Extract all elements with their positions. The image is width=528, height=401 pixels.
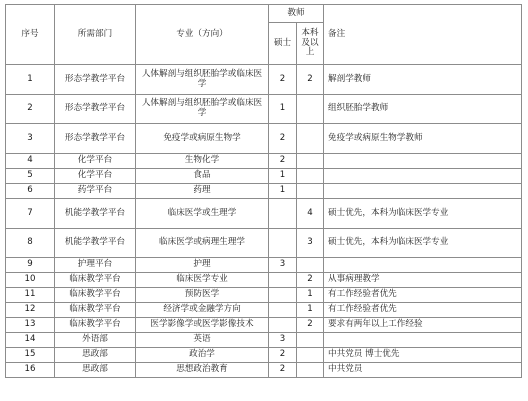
cell-master xyxy=(269,199,297,229)
cell-master: 2 xyxy=(269,65,297,95)
cell-note: 中共党员 博士优先 xyxy=(324,348,522,363)
cell-note: 组织胚胎学教师 xyxy=(324,95,522,124)
cell-master: 2 xyxy=(269,363,297,378)
cell-note: 硕士优先，本科为临床医学专业 xyxy=(324,229,522,258)
cell-bachelor: 2 xyxy=(297,318,324,333)
cell-note xyxy=(324,184,522,199)
table-row xyxy=(6,229,522,258)
cell-master: 2 xyxy=(269,124,297,154)
table-row xyxy=(6,303,522,318)
header-index: 序号 xyxy=(6,5,55,65)
cell-major: 护理 xyxy=(136,258,269,273)
cell-note: 解剖学教师 xyxy=(324,65,522,95)
cell-department: 临床教学平台 xyxy=(55,288,136,303)
cell-note: 硕士优先，本科为临床医学专业 xyxy=(324,199,522,229)
cell-index: 6 xyxy=(6,184,55,199)
table-row xyxy=(6,333,522,348)
cell-department: 形态学教学平台 xyxy=(55,95,136,124)
cell-index: 4 xyxy=(6,154,55,169)
cell-bachelor xyxy=(297,333,324,348)
table-row xyxy=(6,199,522,229)
cell-major: 临床医学专业 xyxy=(136,273,269,288)
cell-department: 思政部 xyxy=(55,363,136,378)
cell-master xyxy=(269,273,297,288)
table-row xyxy=(6,95,522,124)
cell-master: 1 xyxy=(269,95,297,124)
cell-bachelor xyxy=(297,95,324,124)
cell-master xyxy=(269,303,297,318)
table-row xyxy=(6,363,522,378)
cell-department: 护理平台 xyxy=(55,258,136,273)
cell-index: 10 xyxy=(6,273,55,288)
header-teacher-group: 教师 xyxy=(269,5,324,23)
cell-note: 免疫学或病原生物学教师 xyxy=(324,124,522,154)
cell-note xyxy=(324,154,522,169)
cell-major: 免疫学或病原生物学 xyxy=(136,124,269,154)
cell-bachelor xyxy=(297,184,324,199)
recruitment-table xyxy=(5,4,522,378)
cell-major: 经济学或金融学方向 xyxy=(136,303,269,318)
cell-bachelor xyxy=(297,169,324,184)
cell-bachelor xyxy=(297,154,324,169)
cell-master xyxy=(269,318,297,333)
cell-note: 有工作经验者优先 xyxy=(324,288,522,303)
cell-department: 临床教学平台 xyxy=(55,273,136,288)
cell-department: 形态学教学平台 xyxy=(55,65,136,95)
cell-master: 2 xyxy=(269,348,297,363)
cell-department: 外语部 xyxy=(55,333,136,348)
cell-major: 食品 xyxy=(136,169,269,184)
cell-major: 医学影像学或医学影像技术 xyxy=(136,318,269,333)
header-major: 专业（方向） xyxy=(136,5,269,65)
recruitment-table-container xyxy=(5,4,522,378)
cell-major: 思想政治教育 xyxy=(136,363,269,378)
cell-major: 临床医学或病理生理学 xyxy=(136,229,269,258)
cell-note xyxy=(324,258,522,273)
header-master: 硕士 xyxy=(269,23,297,65)
table-row xyxy=(6,169,522,184)
cell-department: 机能学教学平台 xyxy=(55,199,136,229)
cell-bachelor: 2 xyxy=(297,65,324,95)
cell-bachelor: 1 xyxy=(297,288,324,303)
header-department: 所需部门 xyxy=(55,5,136,65)
table-row xyxy=(6,288,522,303)
cell-index: 14 xyxy=(6,333,55,348)
cell-major: 英语 xyxy=(136,333,269,348)
cell-department: 临床教学平台 xyxy=(55,318,136,333)
cell-index: 8 xyxy=(6,229,55,258)
cell-index: 5 xyxy=(6,169,55,184)
cell-bachelor xyxy=(297,363,324,378)
cell-bachelor: 2 xyxy=(297,273,324,288)
table-row xyxy=(6,124,522,154)
table-row xyxy=(6,318,522,333)
table-row xyxy=(6,273,522,288)
cell-department: 临床教学平台 xyxy=(55,303,136,318)
cell-note: 有工作经验者优先 xyxy=(324,303,522,318)
cell-department: 机能学教学平台 xyxy=(55,229,136,258)
table-row xyxy=(6,154,522,169)
cell-index: 11 xyxy=(6,288,55,303)
cell-bachelor xyxy=(297,348,324,363)
cell-bachelor: 3 xyxy=(297,229,324,258)
cell-index: 7 xyxy=(6,199,55,229)
cell-note: 要求有两年以上工作经验 xyxy=(324,318,522,333)
cell-note xyxy=(324,333,522,348)
cell-note: 中共党员 xyxy=(324,363,522,378)
cell-bachelor: 4 xyxy=(297,199,324,229)
header-note: 备注 xyxy=(324,5,522,65)
cell-index: 9 xyxy=(6,258,55,273)
cell-note: 从事病理教学 xyxy=(324,273,522,288)
cell-index: 15 xyxy=(6,348,55,363)
cell-major: 政治学 xyxy=(136,348,269,363)
cell-department: 形态学教学平台 xyxy=(55,124,136,154)
cell-department: 化学平台 xyxy=(55,154,136,169)
cell-master: 3 xyxy=(269,333,297,348)
cell-major: 临床医学或生理学 xyxy=(136,199,269,229)
cell-index: 2 xyxy=(6,95,55,124)
cell-master: 1 xyxy=(269,184,297,199)
cell-index: 13 xyxy=(6,318,55,333)
cell-major: 预防医学 xyxy=(136,288,269,303)
table-row xyxy=(6,258,522,273)
cell-note xyxy=(324,169,522,184)
cell-bachelor: 1 xyxy=(297,303,324,318)
cell-master xyxy=(269,229,297,258)
cell-bachelor xyxy=(297,258,324,273)
cell-major: 人体解剖与组织胚胎学或临床医学 xyxy=(136,95,269,124)
cell-master: 1 xyxy=(269,169,297,184)
table-row xyxy=(6,65,522,95)
cell-bachelor xyxy=(297,124,324,154)
cell-master: 3 xyxy=(269,258,297,273)
cell-index: 1 xyxy=(6,65,55,95)
cell-department: 药学平台 xyxy=(55,184,136,199)
table-row xyxy=(6,348,522,363)
cell-index: 16 xyxy=(6,363,55,378)
cell-master xyxy=(269,288,297,303)
cell-index: 3 xyxy=(6,124,55,154)
cell-major: 人体解剖与组织胚胎学或临床医学 xyxy=(136,65,269,95)
header-bachelor-above: 本科及以上 xyxy=(297,23,324,65)
cell-department: 化学平台 xyxy=(55,169,136,184)
cell-department: 思政部 xyxy=(55,348,136,363)
cell-master: 2 xyxy=(269,154,297,169)
table-body xyxy=(6,65,522,378)
cell-major: 生物化学 xyxy=(136,154,269,169)
table-row xyxy=(6,184,522,199)
cell-major: 药理 xyxy=(136,184,269,199)
cell-index: 12 xyxy=(6,303,55,318)
